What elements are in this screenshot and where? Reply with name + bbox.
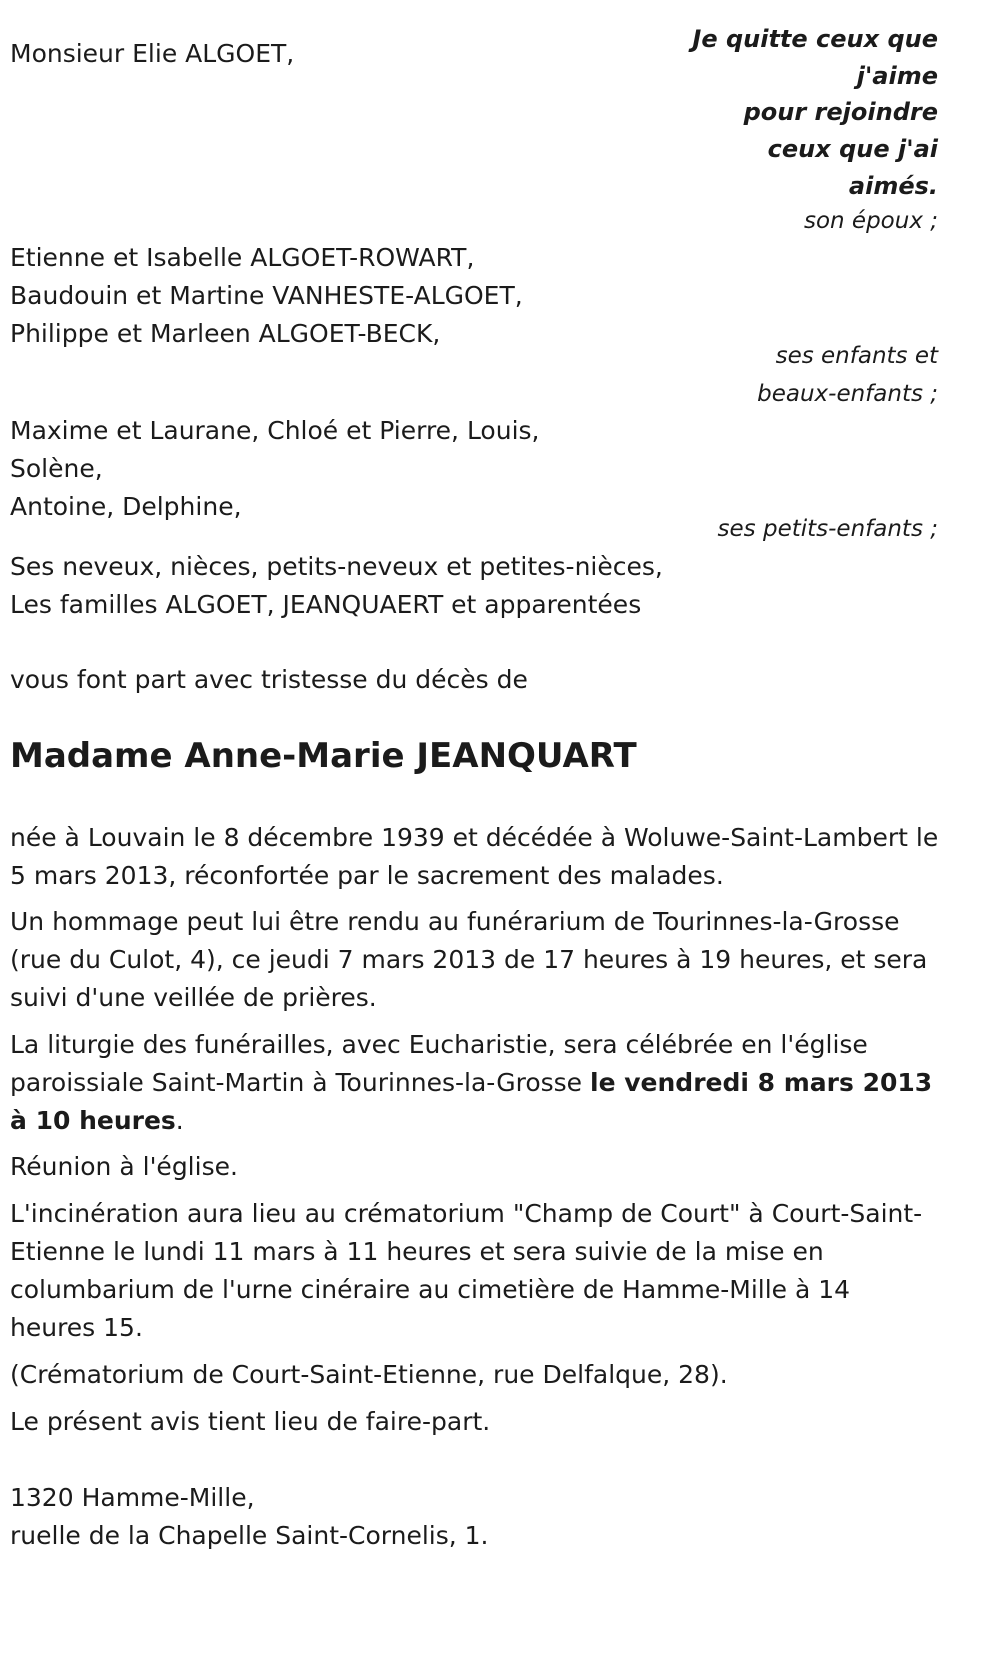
details-meeting: Réunion à l'église. — [10, 1152, 238, 1181]
details-tribute: Un hommage peut lui être rendu au funérarium de Tourinnes-la-Grosse (rue du Culot, 4), ce jeudi 7 mars 2013 de 17 heures à 19 heures, et sera suivi d'une veillée de prières. — [10, 907, 928, 1012]
grandchild-line-1: Maxime et Laurane, Chloé et Pierre, Louis, — [10, 416, 540, 445]
extended-family-line-1: Ses neveux, nièces, petits-neveux et petites-nièces, — [10, 552, 663, 581]
liturgy-text: La liturgie des funérailles, avec Eucharistie, sera célébrée en l'église paroissiale Saint-Martin à Tourinnes-la-Grosse — [10, 1030, 868, 1097]
child-line-1: Etienne et Isabelle ALGOET-ROWART, — [10, 243, 475, 272]
husband-role: son époux ; — [803, 208, 938, 234]
extended-family-line-2: Les familles ALGOET, JEANQUAERT et apparentées — [10, 590, 642, 619]
grandchild-line-2: Solène, — [10, 454, 103, 483]
liturgy-end: . — [175, 1106, 184, 1135]
deceased-name: Madame Anne-Marie JEANQUART — [10, 736, 637, 776]
details-liturgy — [10, 1026, 940, 1140]
details-notice: Le présent avis tient lieu de faire-part. — [10, 1407, 491, 1436]
child-line-3: Philippe et Marleen ALGOET-BECK, — [10, 319, 441, 348]
child-line-2: Baudouin et Martine VANHESTE-ALGOET, — [10, 281, 523, 310]
grandchildren-role: ses petits-enfants ; — [717, 516, 938, 542]
details-birth-death: née à Louvain le 8 décembre 1939 et décédée à Woluwe-Saint-Lambert le 5 mars 2013, réconfortée par le sacrement des malades. — [10, 823, 939, 890]
address-line-2: ruelle de la Chapelle Saint-Cornelis, 1. — [10, 1521, 489, 1550]
quote-line-4: ceux que j'ai — [767, 135, 938, 163]
details-cremation: L'incinération aura lieu au crématorium "Champ de Court" à Court-Saint-Etienne le lundi 11 mars à 11 heures et sera suivie de la mise en columbarium de l'urne cinéraire au cimetière de Hamme-Mille à 14 heures 15. — [10, 1199, 923, 1342]
address-line-1: 1320 Hamme-Mille, — [10, 1483, 255, 1512]
husband-name: Monsieur Elie ALGOET, — [10, 39, 295, 68]
quote-line-1: Je quitte ceux que — [692, 25, 938, 53]
quote-line-3: pour rejoindre — [743, 98, 938, 126]
quote-line-2: j'aime — [856, 62, 938, 90]
children-role-2: beaux-enfants ; — [757, 381, 938, 407]
announcement-text: vous font part avec tristesse du décès de — [10, 665, 528, 694]
details-crematorium-address: (Crématorium de Court-Saint-Etienne, rue Delfalque, 28). — [10, 1360, 728, 1389]
quote-line-5: aimés. — [848, 172, 938, 200]
children-role-1: ses enfants et — [775, 343, 938, 369]
grandchild-line-3: Antoine, Delphine, — [10, 492, 242, 521]
liturgy-date: le vendredi 8 mars 2013 à 10 heures — [10, 1068, 933, 1135]
